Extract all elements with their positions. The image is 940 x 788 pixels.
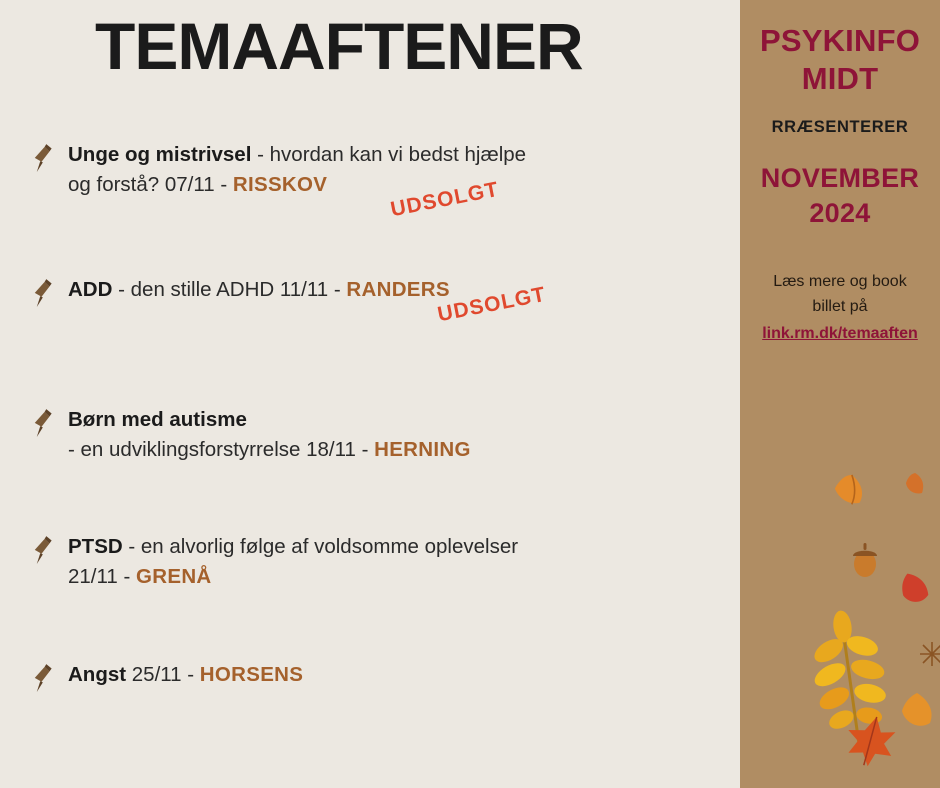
event-line-1 (68, 405, 740, 435)
event-line-1 (68, 660, 740, 690)
star-seed-icon (918, 640, 940, 673)
event-location: RISSKOV (232, 173, 328, 196)
status-badge: UDSOLGT (435, 282, 548, 327)
list-item[interactable] (0, 660, 740, 730)
event-location: HORSENS (199, 663, 304, 686)
brand-name (740, 22, 940, 98)
event-line-1 (68, 140, 740, 170)
pin-icon (28, 534, 58, 564)
event-title: Unge og mistrivsel (68, 143, 252, 166)
event-date: 25/11 - (126, 663, 200, 686)
event-location: GRENÅ (136, 565, 212, 588)
event-title: ADD (68, 278, 113, 301)
event-subtitle: - en alvorlig følge af voldsomme oplevelser (122, 535, 519, 558)
pin-icon (28, 277, 58, 307)
leaf-icon (805, 610, 895, 755)
poster-sidebar (740, 0, 940, 788)
booking-line-2: billet på (812, 298, 868, 315)
list-item[interactable] (0, 532, 740, 660)
event-location: RANDERS (346, 278, 450, 301)
brand-line-2: MIDT (801, 61, 879, 96)
presents-label: RRÆSENTERER (771, 118, 909, 136)
event-date: - en udviklingsforstyrrelse 18/11 - (68, 438, 375, 461)
pin-icon (28, 407, 58, 437)
list-item[interactable] (0, 140, 740, 275)
month-label: NOVEMBER (760, 163, 920, 193)
booking-info (740, 269, 940, 346)
leaf-icon (822, 470, 870, 521)
event-line-2 (68, 562, 740, 592)
list-item[interactable] (0, 275, 740, 405)
event-subtitle: - den stille ADHD 11/11 - (112, 278, 347, 301)
event-line-2 (68, 435, 740, 465)
leaf-icon (840, 712, 900, 777)
event-title: Børn med autisme (68, 408, 247, 431)
event-list (0, 140, 740, 730)
page-title: TEMAAFTENER (95, 9, 583, 83)
event-line-1 (68, 532, 740, 562)
brand-line-1: PSYKINFO (759, 23, 921, 58)
leaf-icon (895, 570, 935, 615)
booking-line-1: Læs mere og book (773, 273, 907, 290)
event-date: og forstå? 07/11 - (68, 173, 233, 196)
list-item[interactable] (0, 405, 740, 532)
event-date: 21/11 - (68, 565, 136, 588)
leaf-icon (900, 470, 930, 505)
year-label: 2024 (809, 198, 871, 228)
event-title: Angst (68, 663, 127, 686)
acorn-icon (848, 540, 882, 585)
event-location: HERNING (374, 438, 471, 461)
leaf-icon (895, 690, 940, 740)
pin-icon (28, 662, 58, 692)
date-block (740, 161, 940, 231)
event-subtitle: - hvordan kan vi bedst hjælpe (251, 143, 527, 166)
booking-link[interactable]: link.rm.dk/temaaften (762, 325, 918, 342)
event-line-1 (68, 275, 740, 305)
status-badge: UDSOLGT (388, 177, 501, 222)
pin-icon (28, 142, 58, 172)
event-title: PTSD (68, 535, 123, 558)
